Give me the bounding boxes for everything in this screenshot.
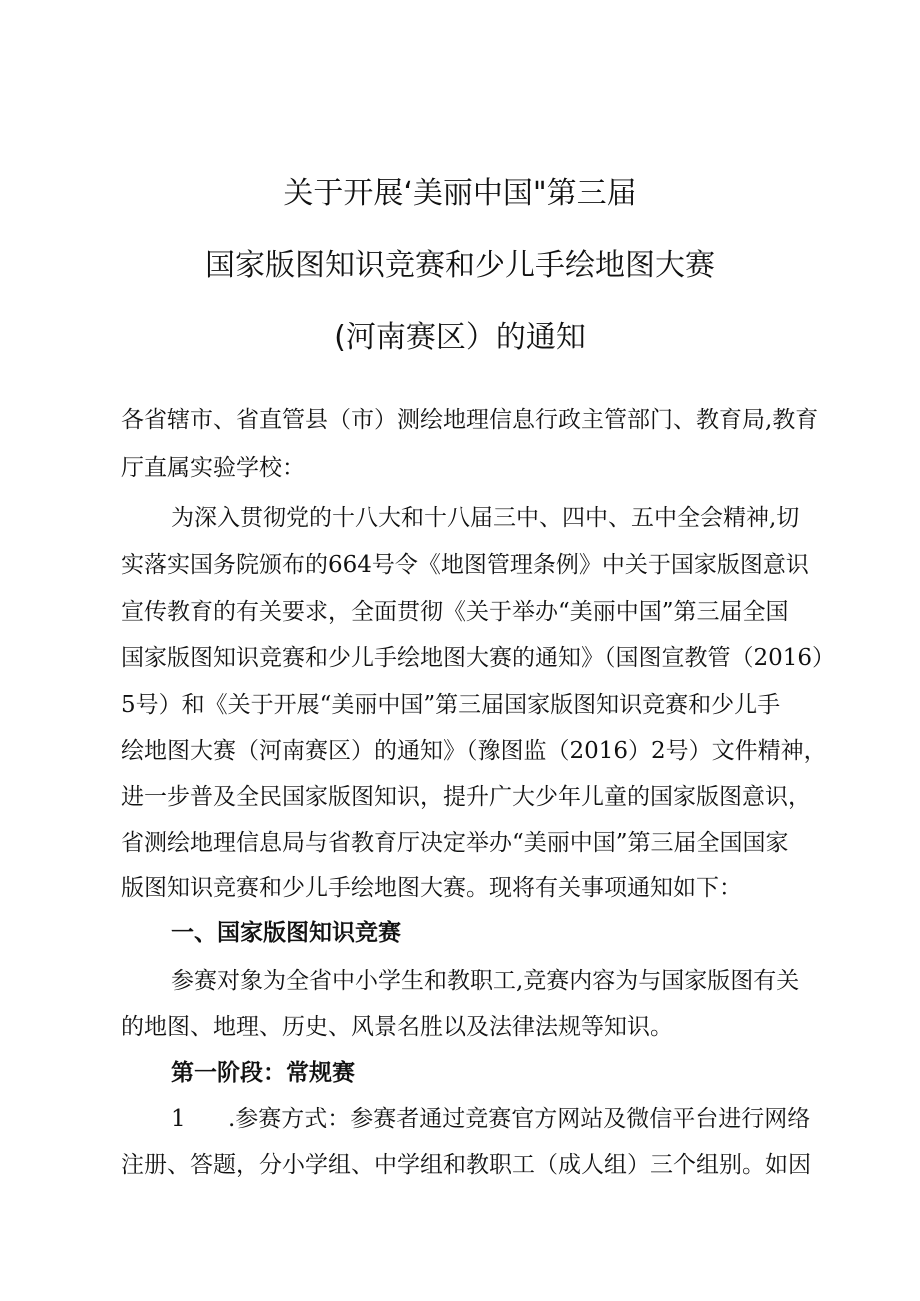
document-title-line-1: 关于开展‘美丽中国"第三届 (283, 176, 637, 211)
section-heading: 一、国家版图知识竞赛 (171, 919, 401, 946)
intro-paragraph-line: 5号）和《关于开展“美丽中国”第三届国家版图知识竞赛和少儿手 (121, 692, 781, 718)
document-title-line-2: 国家版图知识竞赛和少儿手绘地图大赛 (205, 248, 715, 283)
intro-paragraph-line: 版图知识竞赛和少儿手绘地图大赛。现将有关事项通知如下： (121, 875, 742, 901)
section-paragraph-line: 参赛对象为全省中小学生和教职工,竞赛内容为与国家版图有关 (171, 968, 800, 994)
list-item-line: 注册、答题，分小学组、中学组和教职工（成人组）三个组别。如因 (121, 1152, 811, 1178)
intro-paragraph-line: 宣传教育的有关要求，全面贯彻《关于举办“美丽中国”第三届全国 (121, 599, 789, 625)
section-paragraph-line: 的地图、地理、历史、风景名胜以及法律法规等知识。 (121, 1014, 673, 1040)
list-item-number: 1 (171, 1106, 186, 1132)
salutation-line: 各省辖市、省直管县（市）测绘地理信息行政主管部门、教育局,教育 (121, 407, 819, 433)
intro-paragraph-line: 进一步普及全民国家版图知识，提升广大少年儿童的国家版图意识， (121, 784, 811, 810)
intro-paragraph-line: 为深入贯彻党的十八大和十八届三中、四中、五中全会精神,切 (171, 505, 800, 531)
document-title-line-3: (河南赛区）的通知 (334, 320, 586, 355)
intro-paragraph-line: 实落实国务院颁布的664号令《地图管理条例》中关于国家版图意识 (121, 552, 809, 578)
list-item-line: .参赛方式：参赛者通过竞赛官方网站及微信平台进行网络 (228, 1106, 811, 1132)
intro-paragraph-line: 绘地图大赛（河南赛区）的通知》（豫图监（2016）2号）文件精神， (121, 738, 827, 764)
salutation-line: 厅直属实验学校： (121, 455, 305, 481)
intro-paragraph-line: 省测绘地理信息局与省教育厅决定举办“美丽中国”第三届全国国家 (121, 830, 789, 856)
stage-heading: 第一阶段：常规赛 (171, 1059, 355, 1086)
intro-paragraph-line: 国家版图知识竞赛和少儿手绘地图大赛的通知》（国图宣教管（2016） (121, 645, 836, 671)
